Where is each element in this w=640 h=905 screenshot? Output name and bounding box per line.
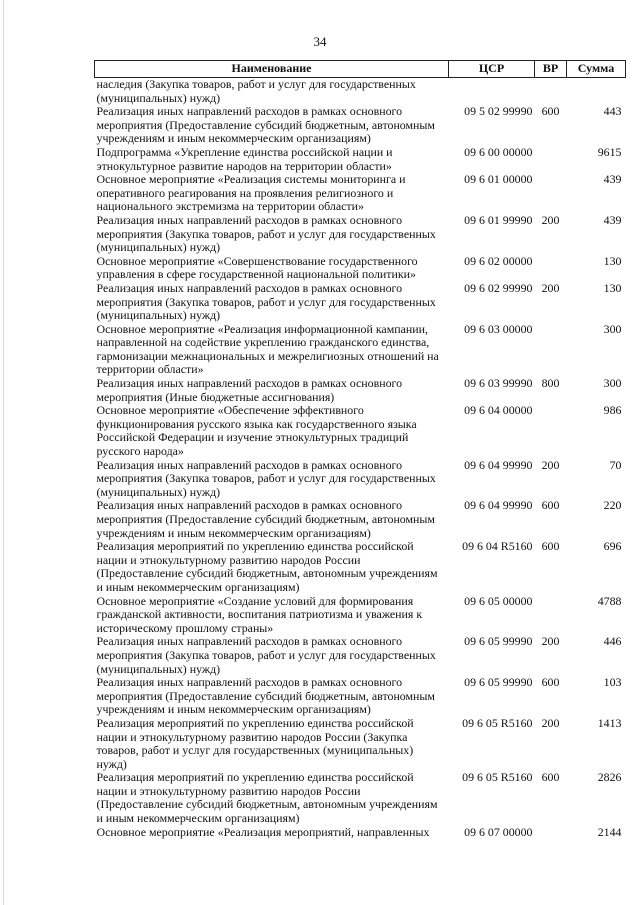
row-name: Реализация иных направлений расходов в рамках основного мероприятия (Закупка товаров, работ и услуг для государственных (муниципальных) нужд) xyxy=(96,457,436,499)
row-sum: 130 xyxy=(603,280,622,295)
row-sum: 446 xyxy=(603,634,622,649)
row-name: Подпрограмма «Укрепление единства российской нации и этнокультурное развитие народов на территории области» xyxy=(96,144,393,173)
table-row xyxy=(95,255,626,282)
table-row xyxy=(95,404,626,458)
row-sum: 4788 xyxy=(597,593,622,608)
header-name: Наименование xyxy=(95,61,449,78)
row-csr: 09 6 03 00000 xyxy=(464,321,533,336)
row-name: Реализация иных направлений расходов в рамках основного мероприятия (Закупка товаров, работ и услуг для государственных (муниципальных) нужд) xyxy=(96,212,436,255)
table-row xyxy=(95,826,626,840)
row-sum: 300 xyxy=(603,376,622,391)
row-name: Основное мероприятие «Реализация системы мониторинга и оперативного реагирования на проявления религиозного и национального экстремизма на территории области» xyxy=(96,172,406,214)
row-sum: 986 xyxy=(603,403,622,418)
row-vr xyxy=(535,595,567,636)
table-row xyxy=(95,173,626,214)
row-name: Реализация иных направлений расходов в рамках основного мероприятия (Предоставление субсидий бюджетным, автономным учреждениям и иным некоммерческим организациям) xyxy=(96,675,435,717)
row-vr: 200 xyxy=(541,280,560,295)
row-sum xyxy=(567,78,626,106)
row-csr: 09 6 02 99990 xyxy=(464,280,533,295)
table-row xyxy=(95,717,626,771)
row-csr: 09 6 04 00000 xyxy=(464,403,533,418)
row-name: Основное мероприятие «Реализация мероприятий, направленных xyxy=(96,824,430,839)
scan-edge xyxy=(3,0,4,905)
row-csr: 09 6 02 00000 xyxy=(464,253,533,268)
row-csr: 09 6 01 00000 xyxy=(464,172,533,187)
row-vr: 600 xyxy=(541,104,560,119)
row-sum: 1413 xyxy=(597,715,622,730)
row-csr: 09 6 00 00000 xyxy=(464,144,533,159)
row-name: Основное мероприятие «Создание условий для формирования гражданской активности, воспитания патриотизма и уважения к историческому прошлому страны» xyxy=(96,593,423,635)
table-row xyxy=(95,771,626,825)
row-vr: 600 xyxy=(541,770,560,785)
table-row xyxy=(95,676,626,717)
row-vr: 200 xyxy=(541,634,560,649)
row-name: Основное мероприятие «Реализация информационной кампании, направленной на содействие укреплению гражданского единства, гармонизации межнациональных и межрелигиозных отношений на территории области» xyxy=(96,321,439,377)
table-row xyxy=(95,635,626,676)
row-csr: 09 6 05 99990 xyxy=(464,675,533,690)
header-vr: ВР xyxy=(535,61,567,78)
row-vr xyxy=(535,78,567,106)
table-row xyxy=(95,282,626,323)
table-header-row xyxy=(95,61,626,78)
row-sum: 439 xyxy=(603,212,622,227)
row-name: Реализация иных направлений расходов в рамках основного мероприятия (Иные бюджетные ассигнования) xyxy=(96,376,403,404)
table-row xyxy=(95,459,626,500)
row-vr xyxy=(535,404,567,458)
row-sum: 70 xyxy=(609,457,622,472)
row-name: Реализация мероприятий по укреплению единства российской нации и этнокультурному развитию народов России (Закупка товаров, работ и услуг для государственных (муниципальных) нужд) xyxy=(96,715,414,771)
row-sum: 130 xyxy=(603,253,622,268)
table-row xyxy=(95,323,626,377)
row-vr xyxy=(535,255,567,282)
page-number: 34 xyxy=(313,34,327,49)
row-vr: 200 xyxy=(541,715,560,730)
budget-table xyxy=(94,60,626,839)
row-sum: 439 xyxy=(603,172,622,187)
row-csr: 09 6 05 99990 xyxy=(464,634,533,649)
table-row xyxy=(95,214,626,255)
row-vr xyxy=(535,146,567,173)
row-vr xyxy=(535,323,567,377)
table-row xyxy=(95,595,626,636)
table-row xyxy=(95,78,626,106)
row-csr: 09 6 04 99990 xyxy=(464,498,533,513)
table-body xyxy=(95,78,626,840)
row-vr: 200 xyxy=(541,457,560,472)
row-name: Реализация иных направлений расходов в рамках основного мероприятия (Закупка товаров, работ и услуг для государственных (муниципальных) нужд) xyxy=(96,280,436,323)
row-csr: 09 6 01 99990 xyxy=(464,212,533,227)
row-name: Реализация иных направлений расходов в рамках основного мероприятия (Закупка товаров, работ и услуг для государственных (муниципальных) нужд) xyxy=(96,634,436,676)
row-sum: 9615 xyxy=(597,144,622,159)
row-csr: 09 6 05 R5160 xyxy=(462,715,533,730)
row-sum: 2826 xyxy=(597,770,622,785)
row-csr: 09 6 05 00000 xyxy=(464,593,533,608)
row-vr: 200 xyxy=(541,212,560,227)
row-csr xyxy=(449,78,535,106)
row-sum: 300 xyxy=(603,321,622,336)
row-csr: 09 6 07 00000 xyxy=(464,824,533,839)
row-sum: 696 xyxy=(603,539,622,554)
row-vr xyxy=(535,826,567,840)
row-name: наследия (Закупка товаров, работ и услуг для государственных (муниципальных) нужд) xyxy=(96,77,416,105)
row-sum: 443 xyxy=(603,104,622,119)
table-row xyxy=(95,540,626,594)
row-vr: 600 xyxy=(541,498,560,513)
table-row xyxy=(95,146,626,173)
table-row xyxy=(95,499,626,540)
row-name: Реализация иных направлений расходов в рамках основного мероприятия (Предоставление субсидий бюджетным, автономным учреждениям и иным некоммерческим организациям) xyxy=(96,498,435,540)
row-name: Реализация мероприятий по укреплению единства российской нации и этнокультурному развитию народов России (Предоставление субсидий бюджетным, автономным учреждениям и иным некоммерческим организациям) xyxy=(96,770,438,826)
row-vr xyxy=(535,173,567,214)
row-name: Основное мероприятие «Обеспечение эффективного функционирования русского языка как государственного языка Российской Федерации и изучение этнокультурных традиций русского народа» xyxy=(96,403,417,459)
row-name: Основное мероприятие «Совершенствование государственного управления в сфере государственной национальной политики» xyxy=(96,253,418,282)
row-csr: 09 6 04 99990 xyxy=(464,457,533,472)
header-sum: Сумма xyxy=(567,61,626,78)
table-row xyxy=(95,105,626,146)
row-name: Реализация иных направлений расходов в рамках основного мероприятия (Предоставление субсидий бюджетным, автономным учреждениям и иным некоммерческим организациям) xyxy=(96,104,435,146)
row-csr: 09 6 03 99990 xyxy=(464,376,533,391)
row-sum: 103 xyxy=(603,675,622,690)
row-csr: 09 6 05 R5160 xyxy=(462,770,533,785)
table-row xyxy=(95,377,626,404)
row-sum: 220 xyxy=(603,498,622,513)
header-csr: ЦСР xyxy=(449,61,535,78)
row-vr: 600 xyxy=(541,539,560,554)
row-vr: 800 xyxy=(541,376,560,391)
row-csr: 09 5 02 99990 xyxy=(464,104,533,119)
row-csr: 09 6 04 R5160 xyxy=(462,539,533,554)
row-vr: 600 xyxy=(541,675,560,690)
row-name: Реализация мероприятий по укреплению единства российской нации и этнокультурному развитию народов России (Предоставление субсидий бюджетным, автономным учреждениям и иным некоммерческим организациям) xyxy=(96,539,438,594)
row-sum: 2144 xyxy=(597,824,622,839)
